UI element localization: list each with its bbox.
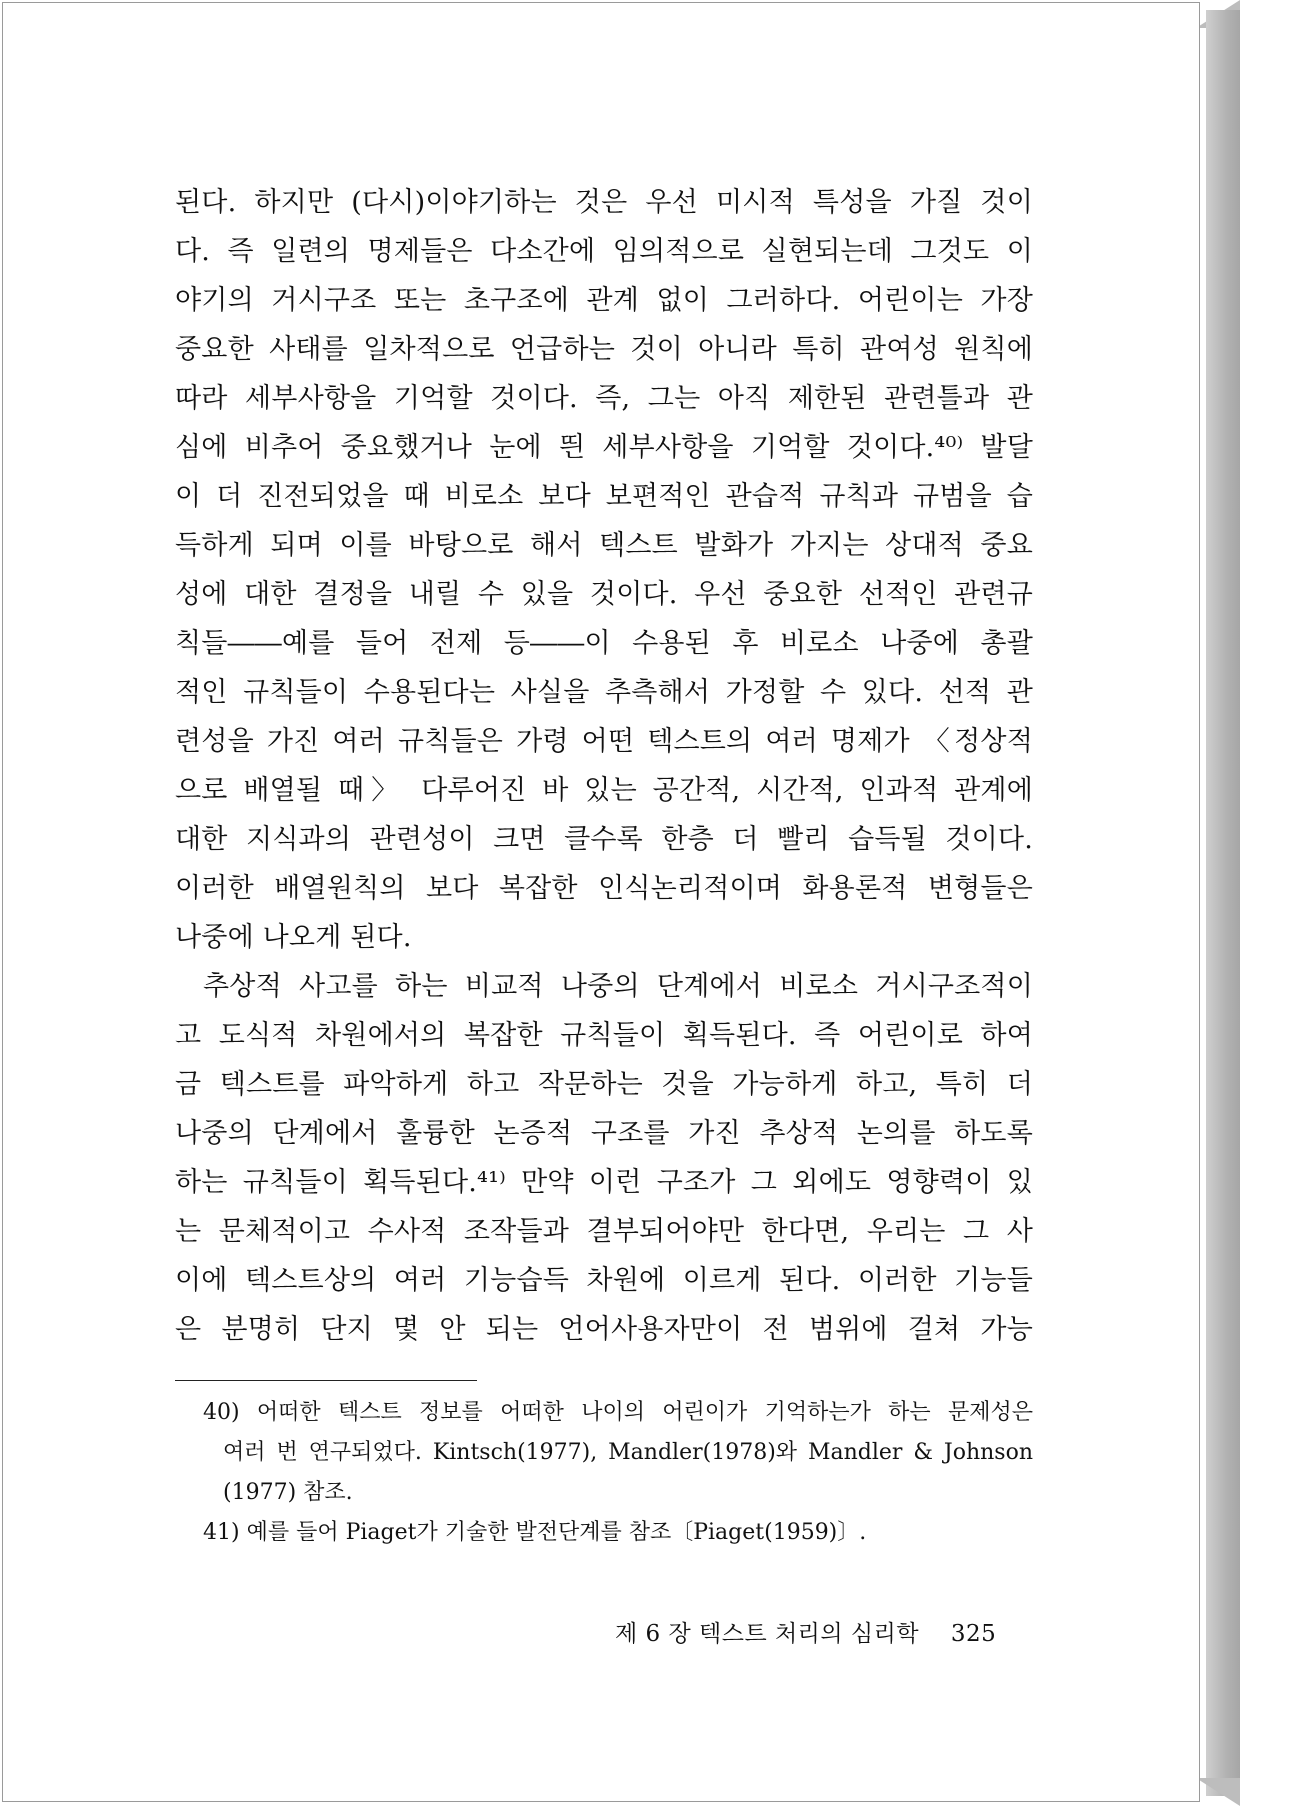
footnotes: [175, 1393, 1033, 1553]
body-line: 따라 세부사항을 기억할 것이다. 즉, 그는 아직 제한된 관련틀과 관: [175, 383, 1033, 414]
body-line: 나중의 단계에서 훌륭한 논증적 구조를 가진 추상적 논의를 하도록: [175, 1118, 1033, 1149]
footnote-40-line: (1977) 참조.: [223, 1480, 353, 1505]
body-line: 고 도식적 차원에서의 복잡한 규칙들이 획득된다. 즉 어린이로 하여: [175, 1020, 1033, 1051]
body-line: 이 더 진전되었을 때 비로소 보다 보편적인 관습적 규칙과 규범을 습: [175, 481, 1033, 512]
body-line: 이에 텍스트상의 여러 기능습득 차원에 이르게 된다. 이러한 기능들: [175, 1265, 1033, 1296]
footnote-41-line: 41) 예를 들어 Piaget가 기술한 발전단계를 참조〔Piaget(1959)〕.: [203, 1520, 867, 1545]
page-number: 325: [950, 1621, 997, 1647]
body-line: 다. 즉 일련의 명제들은 다소간에 임의적으로 실현되는데 그것도 이: [175, 236, 1033, 267]
body-line: 금 텍스트를 파악하게 하고 작문하는 것을 가능하게 하고, 특히 더: [175, 1069, 1033, 1100]
page-edge-bottom: [1196, 1778, 1240, 1806]
body-line: 추상적 사고를 하는 비교적 나중의 단계에서 비로소 거시구조적이: [203, 971, 1033, 1002]
body-line: 적인 규칙들이 수용된다는 사실을 추측해서 가정할 수 있다. 선적 관: [175, 677, 1033, 708]
body-line: 이러한 배열원칙의 보다 복잡한 인식논리적이며 화용론적 변형들은: [175, 873, 1033, 904]
body-line: 하는 규칙들이 획득된다.⁴¹⁾ 만약 이런 구조가 그 외에도 영향력이 있: [175, 1167, 1033, 1198]
book-page: [2, 2, 1200, 1802]
chapter-title: 제 6 장 텍스트 처리의 심리학: [615, 1621, 920, 1647]
footnote-40-line: 40) 어떠한 텍스트 정보를 어떠한 나이의 어린이가 기억하는가 하는 문제성은: [203, 1400, 1033, 1425]
body-line: 득하게 되며 이를 바탕으로 해서 텍스트 발화가 가지는 상대적 중요: [175, 530, 1033, 561]
footnote-40-line: 여러 번 연구되었다. Kintsch(1977), Mandler(1978)와 Mandler & Johnson: [223, 1440, 1033, 1465]
body-line: 은 분명히 단지 몇 안 되는 언어사용자만이 전 범위에 걸쳐 가능: [175, 1314, 1033, 1345]
footnote-divider: [175, 1380, 477, 1381]
body-text: [175, 178, 1033, 1354]
running-footer: [615, 1615, 996, 1648]
body-line: 칙들――예를 들어 전제 등――이 수용된 후 비로소 나중에 총괄: [175, 628, 1033, 659]
body-line: 련성을 가진 여러 규칙들은 가령 어떤 텍스트의 여러 명제가 〈정상적: [175, 726, 1033, 757]
body-line: 중요한 사태를 일차적으로 언급하는 것이 아니라 특히 관여성 원칙에: [175, 334, 1033, 365]
body-line: 으로 배열될 때〉 다루어진 바 있는 공간적, 시간적, 인과적 관계에: [175, 775, 1033, 806]
body-line: 심에 비추어 중요했거나 눈에 띈 세부사항을 기억할 것이다.⁴⁰⁾ 발달: [175, 432, 1033, 463]
body-line: 야기의 거시구조 또는 초구조에 관계 없이 그러하다. 어린이는 가장: [175, 285, 1033, 316]
body-line: 성에 대한 결정을 내릴 수 있을 것이다. 우선 중요한 선적인 관련규: [175, 579, 1033, 610]
body-line: 된다. 하지만 (다시)이야기하는 것은 우선 미시적 특성을 가질 것이: [175, 187, 1033, 218]
body-line: 대한 지식과의 관련성이 크면 클수록 한층 더 빨리 습득될 것이다.: [175, 824, 1033, 855]
body-line: 는 문체적이고 수사적 조작들과 결부되어야만 한다면, 우리는 그 사: [175, 1216, 1033, 1247]
page-edge: [1206, 10, 1240, 1796]
body-line: 나중에 나오게 된다.: [175, 922, 412, 953]
